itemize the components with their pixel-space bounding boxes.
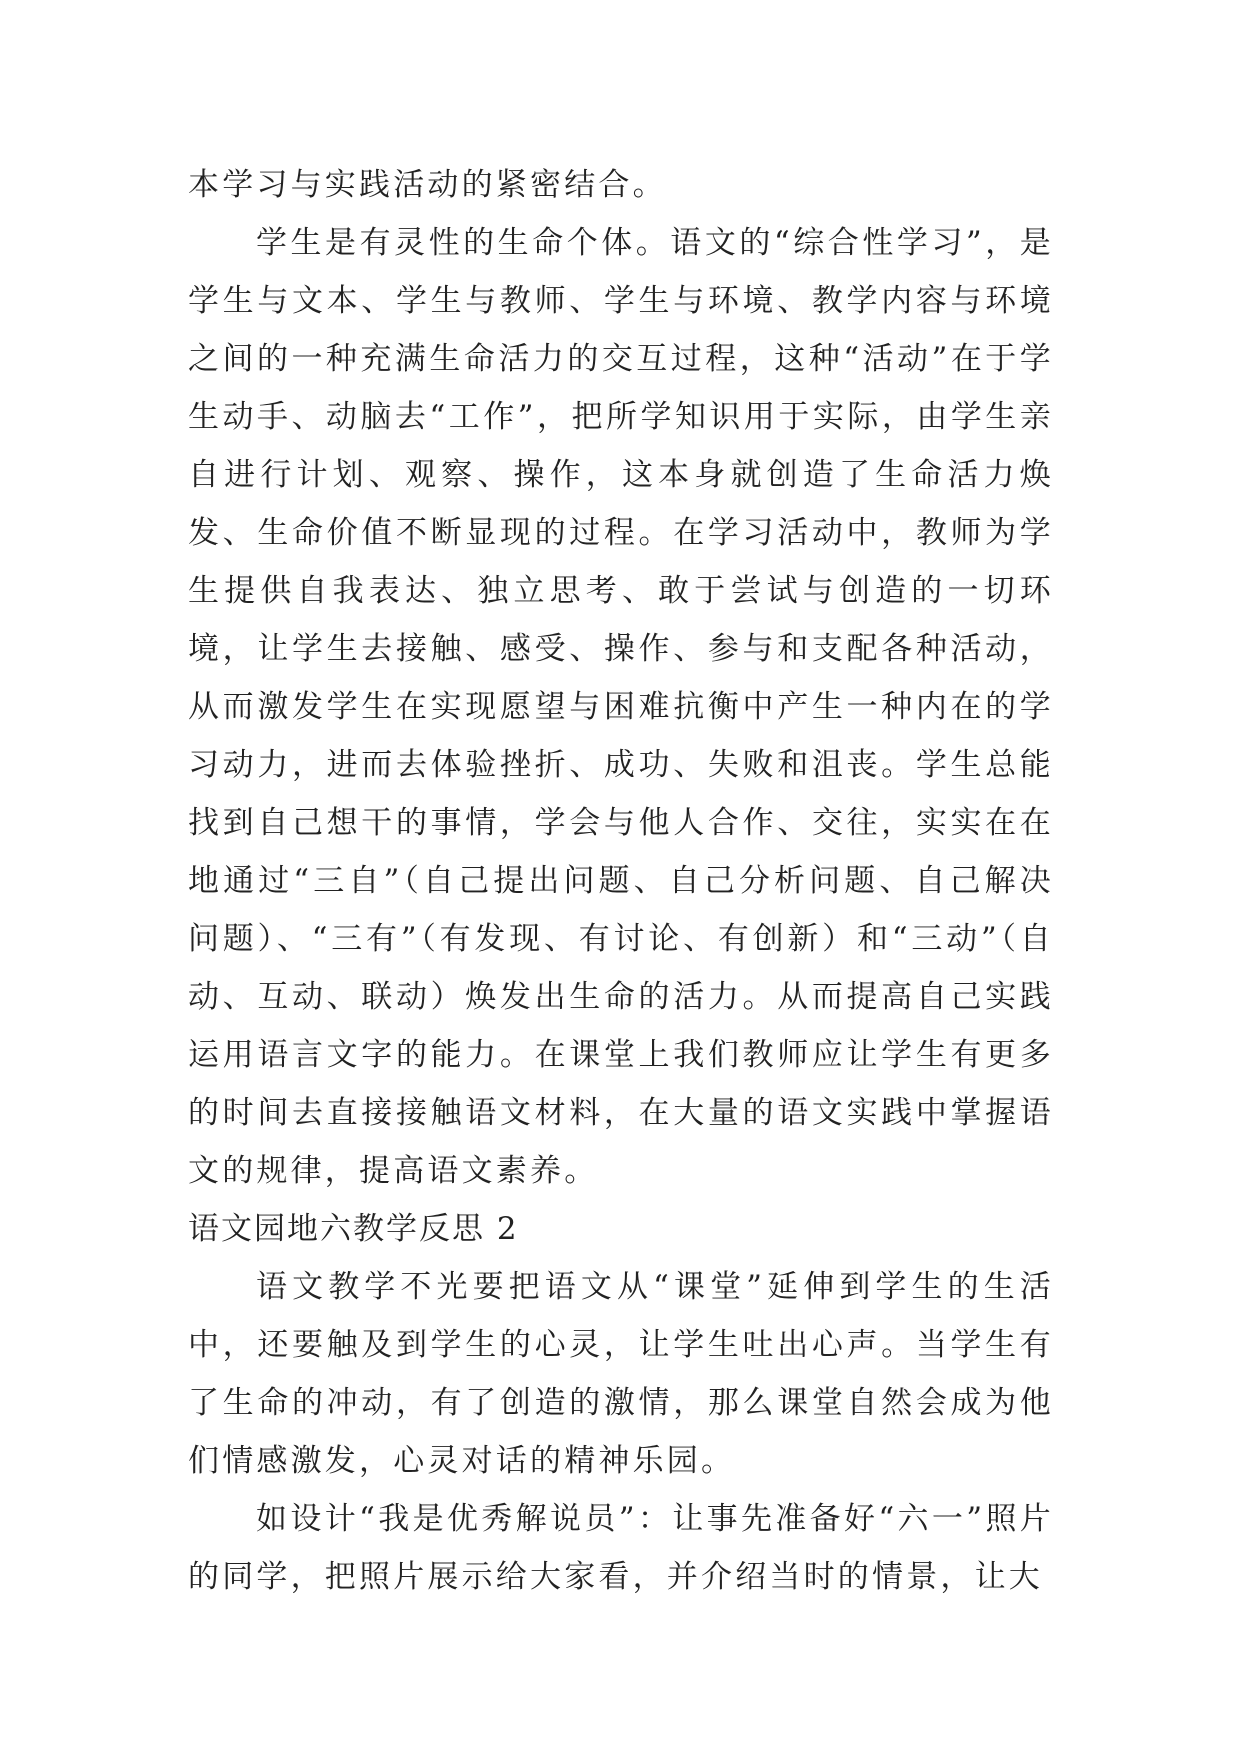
document-body bbox=[188, 156, 1054, 1606]
paragraph-life-extension: 语文教学不光要把语文从“课堂”延伸到学生的生活中，还要触及到学生的心灵，让学生吐出心声。当学生有了生命的冲动，有了创造的激情，那么课堂自然会成为他们情感激发，心灵对话的精神乐园。 bbox=[188, 1269, 1054, 1479]
paragraph-design-example: 如设计“我是优秀解说员”：让事先准备好“六一”照片的同学，把照片展示给大家看，并介绍当时的情景，让大 bbox=[188, 1501, 1054, 1595]
paragraph-integrated-learning: 学生是有灵性的生命个体。语文的“综合性学习”，是学生与文本、学生与教师、学生与环境、教学内容与环境之间的一种充满生命活力的交互过程，这种“活动”在于学生动手、动脑去“工作”，把所学知识用于实际，由学生亲自进行计划、观察、操作，这本身就创造了生命活力焕发、生命价值不断显现的过程。在学习活动中，教师为学生提供自我表达、独立思考、敢于尝试与创造的一切环境，让学生去接触、感受、操作、参与和支配各种活动，从而激发学生在实现愿望与困难抗衡中产生一种内在的学习动力，进而去体验挫折、成功、失败和沮丧。学生总能找到自己想干的事情，学会与他人合作、交往，实实在在地通过“三自”（自己提出问题、自己分析问题、自己解决问题）、“三有”（有发现、有讨论、有创新）和“三动”（自动、互动、联动）焕发出生命的活力。从而提高自己实践运用语言文字的能力。在课堂上我们教师应让学生有更多的时间去直接接触语文材料，在大量的语文实践中掌握语文的规律，提高语文素养。 bbox=[188, 225, 1054, 1189]
section-heading: 语文园地六教学反思 2 bbox=[188, 1211, 519, 1247]
paragraph-continuation: 本学习与实践活动的紧密结合。 bbox=[188, 167, 667, 203]
